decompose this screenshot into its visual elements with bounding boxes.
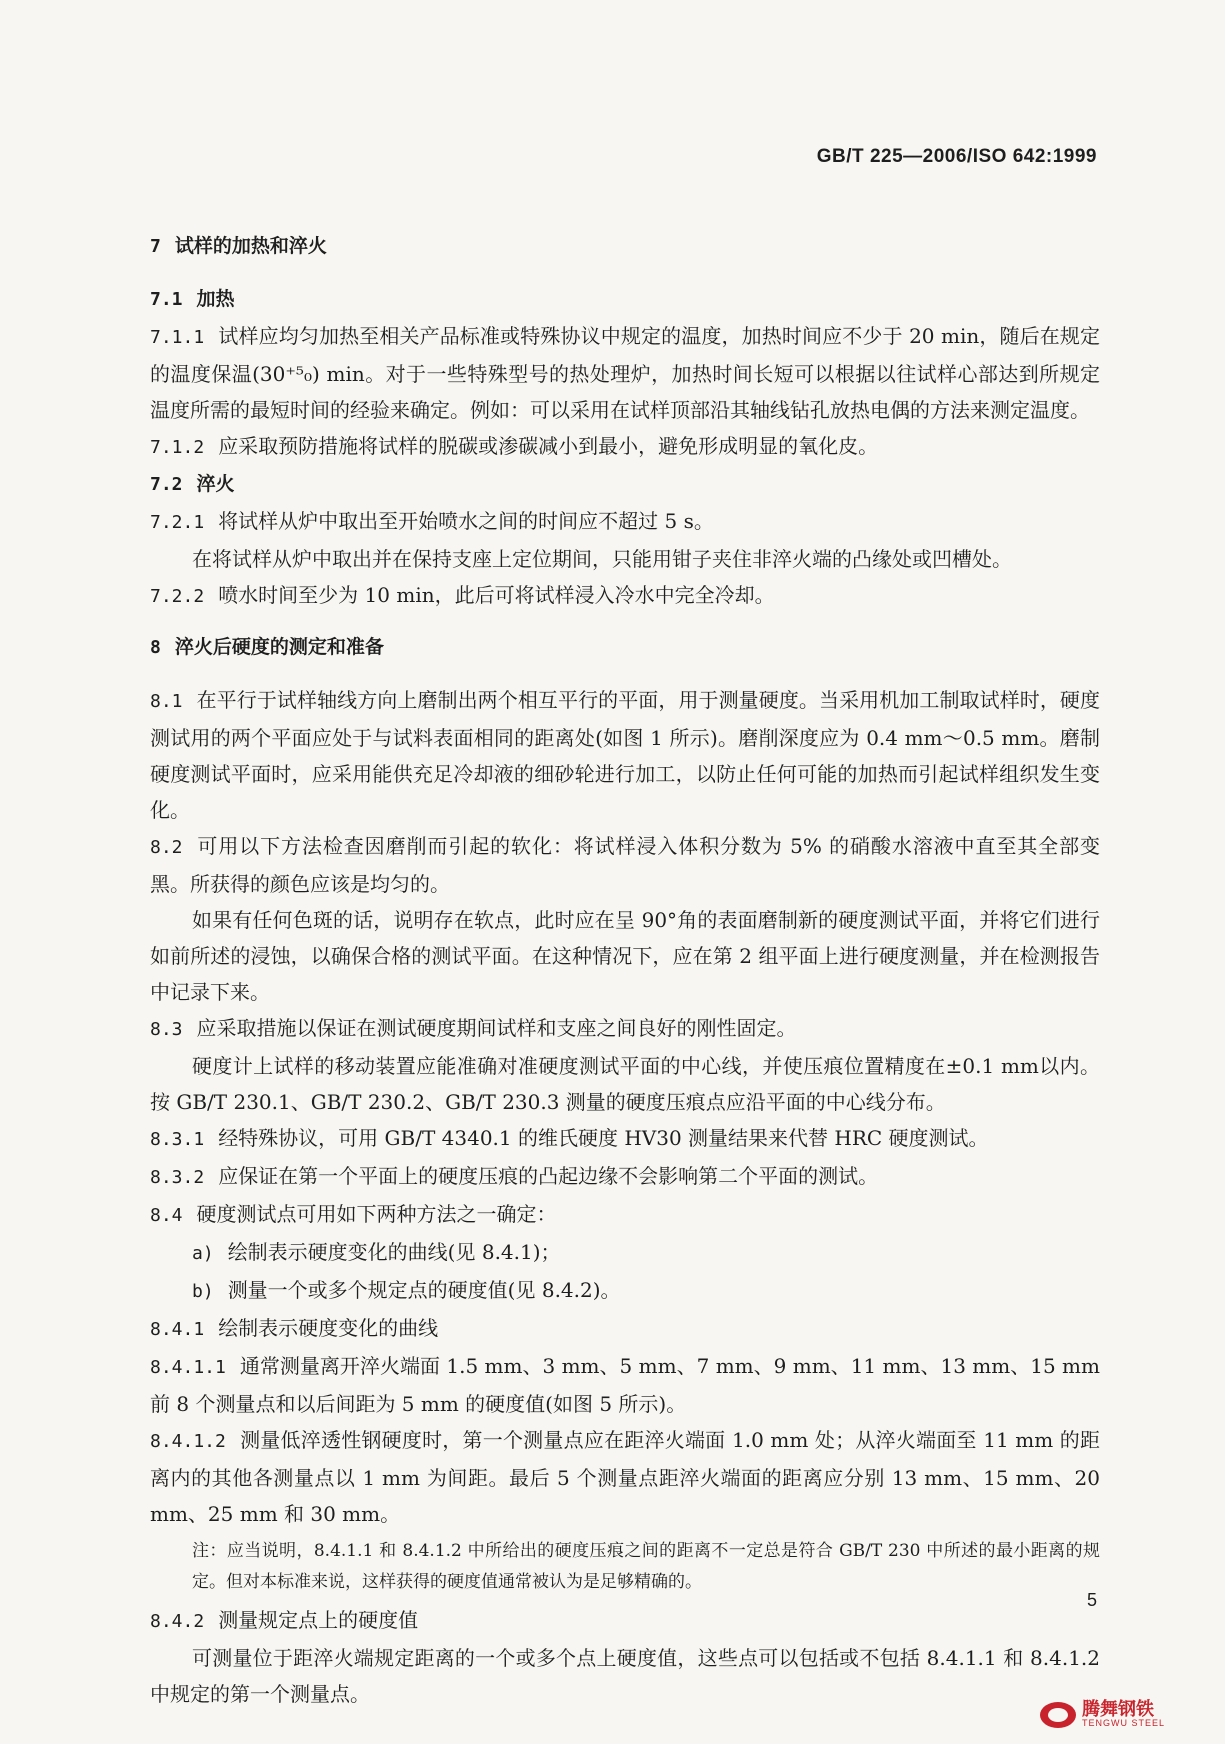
paragraph-8-2-cont: 如果有任何色斑的话，说明存在软点，此时应在呈 90°角的表面磨制新的硬度测试平面，并将它们进行如前所述的浸蚀，以确保合格的测试平面。在这种情况下，应在第 2 组平面上进行硬度测量，并在检测报告中记录下来。 [150, 908, 1100, 1004]
clause-8-1 [150, 682, 1100, 828]
clause-text: 测量低淬透性钢硬度时，第一个测量点应在距淬火端面 1.0 mm 处；从淬火端面至 11 mm 的距离内的其他各测量点以 1 mm 为间距。最后 5 个测量点距淬火端面的距离应分别 13 mm、15 mm、20 mm、25 mm 和 30 mm。 [150, 1428, 1100, 1526]
clause-text: 测量规定点上的硬度值 [218, 1608, 419, 1632]
paragraph-8-3-cont: 硬度计上试样的移动装置应能准确对准硬度测试平面的中心线，并使压痕位置精度在±0.1 mm以内。按 GB/T 230.1、GB/T 230.2、GB/T 230.3 测量的硬度压痕点应沿平面的中心线分布。 [150, 1054, 1100, 1114]
subsection-7-2 [150, 466, 1100, 503]
clause-8-4-2 [150, 1602, 1100, 1640]
section-heading: 淬火后硬度的测定和准备 [174, 636, 384, 658]
clause-number: 8.3 [150, 1019, 183, 1040]
list-marker: b) [192, 1281, 214, 1302]
clause-number: 7.2 [150, 474, 183, 495]
logo-text [1082, 1701, 1165, 1728]
clause-8-3 [150, 1010, 1100, 1048]
clause-8-4-1-2 [150, 1422, 1100, 1532]
subsection-7-1 [150, 281, 1100, 318]
clause-heading: 加热 [196, 288, 235, 310]
clause-8-4-1-1 [150, 1348, 1100, 1422]
section-7-title [150, 228, 1100, 265]
section-number: 8 [150, 637, 161, 658]
section-8-title [150, 629, 1100, 666]
clause-text: 绘制表示硬度变化的曲线 [218, 1316, 439, 1340]
list-item-a [150, 1234, 1100, 1272]
section-heading: 试样的加热和淬火 [174, 235, 327, 257]
clause-text: 试样应均匀加热至相关产品标准或特殊协议中规定的温度，加热时间应不少于 20 min，随后在规定的温度保温(30⁺⁵₀) min。对于一些特殊型号的热处理炉，加热时间长短可以根据以往试样心部达到所规定温度所需的最短时间的经验来确定。例如：可以采用在试样顶部沿其轴线钻孔放热电偶的方法来测定温度。 [150, 324, 1100, 422]
clause-7-1-1 [150, 318, 1100, 428]
list-marker: a) [192, 1243, 214, 1264]
clause-heading: 淬火 [196, 473, 235, 495]
clause-number: 7.2.2 [150, 586, 205, 607]
clause-number: 7.1.1 [150, 327, 205, 348]
clause-8-4 [150, 1196, 1100, 1234]
clause-7-2-1 [150, 503, 1100, 541]
clause-7-1-2 [150, 428, 1100, 466]
clause-text: 应采取预防措施将试样的脱碳或渗碳减小到最小，避免形成明显的氧化皮。 [218, 434, 879, 458]
paragraph-7-2-1-cont: 在将试样从炉中取出并在保持支座上定位期间，只能用钳子夹住非淬火端的凸缘处或凹槽处。 [192, 547, 1012, 571]
clause-number: 8.4.2 [150, 1611, 205, 1632]
document-body [150, 220, 1100, 1712]
clause-number: 8.3.2 [150, 1167, 205, 1188]
clause-8-3-1 [150, 1120, 1100, 1158]
clause-text: 通常测量离开淬火端面 1.5 mm、3 mm、5 mm、7 mm、9 mm、11 mm、13 mm、15 mm 前 8 个测量点和以后间距为 5 mm 的硬度值(如图 5 所示)。 [150, 1354, 1100, 1416]
clause-text: 在平行于试样轴线方向上磨制出两个相互平行的平面，用于测量硬度。当采用机加工制取试样时，硬度测试用的两个平面应处于与试料表面相同的距离处(如图 1 所示)。磨削深度应为 0.4 mm～0.5 mm。磨制硬度测试平面时，应采用能供充足冷却液的细砂轮进行加工，以防止任何可能的加热而引起试样组织发生变化。 [150, 688, 1100, 822]
clause-number: 8.3.1 [150, 1129, 205, 1150]
clause-text: 应保证在第一个平面上的硬度压痕的凸起边缘不会影响第二个平面的测试。 [218, 1164, 879, 1188]
clause-text: 将试样从炉中取出至开始喷水之间的时间应不超过 5 s。 [218, 509, 714, 533]
clause-8-2 [150, 828, 1100, 902]
clause-number: 8.4.1.1 [150, 1357, 226, 1378]
clause-number: 8.1 [150, 691, 183, 712]
clause-number: 7.1.2 [150, 437, 205, 458]
section-number: 7 [150, 236, 161, 257]
clause-7-2-2 [150, 577, 1100, 615]
clause-text: 可用以下方法检查因磨削而引起的软化：将试样浸入体积分数为 5% 的硝酸水溶液中直至其全部变黑。所获得的颜色应该是均匀的。 [150, 834, 1100, 896]
note-8-4-1: 注：应当说明，8.4.1.1 和 8.4.1.2 中所给出的硬度压痕之间的距离不一定总是符合 GB/T 230 中所述的最小距离的规定。但对本标准来说，这样获得的硬度值通常被认为是足够精确的。 [192, 1541, 1100, 1592]
list-item-b [150, 1272, 1100, 1310]
paragraph-8-4-2-cont: 可测量位于距淬火端规定距离的一个或多个点上硬度值，这些点可以包括或不包括 8.4.1.1 和 8.4.1.2 中规定的第一个测量点。 [150, 1646, 1100, 1706]
logo-text-en: TENGWU STEEL [1081, 1718, 1165, 1728]
standard-code-header: GB/T 225—2006/ISO 642:1999 [816, 146, 1097, 167]
list-text: 测量一个或多个规定点的硬度值(见 8.4.2)。 [227, 1278, 621, 1302]
clause-number: 8.4.1.2 [150, 1431, 226, 1452]
logo-mark-icon [1040, 1702, 1076, 1728]
clause-8-3-2 [150, 1158, 1100, 1196]
clause-8-4-1 [150, 1310, 1100, 1348]
clause-number: 8.4.1 [150, 1319, 205, 1340]
clause-text: 喷水时间至少为 10 min，此后可将试样浸入冷水中完全冷却。 [218, 583, 775, 607]
clause-text: 应采取措施以保证在测试硬度期间试样和支座之间良好的刚性固定。 [196, 1016, 797, 1040]
page-number: 5 [1086, 1590, 1097, 1610]
clause-text: 硬度测试点可用如下两种方法之一确定： [196, 1202, 557, 1226]
clause-number: 7.1 [150, 289, 183, 310]
list-text: 绘制表示硬度变化的曲线(见 8.4.1)； [227, 1240, 561, 1264]
logo-text-cn: 腾舞钢铁 [1081, 1699, 1154, 1720]
tengwu-steel-logo [1040, 1701, 1165, 1728]
clause-number: 8.2 [150, 837, 183, 858]
clause-number: 8.4 [150, 1205, 183, 1226]
clause-text: 经特殊协议，可用 GB/T 4340.1 的维氏硬度 HV30 测量结果来代替 HRC 硬度测试。 [218, 1126, 989, 1150]
clause-number: 7.2.1 [150, 512, 205, 533]
